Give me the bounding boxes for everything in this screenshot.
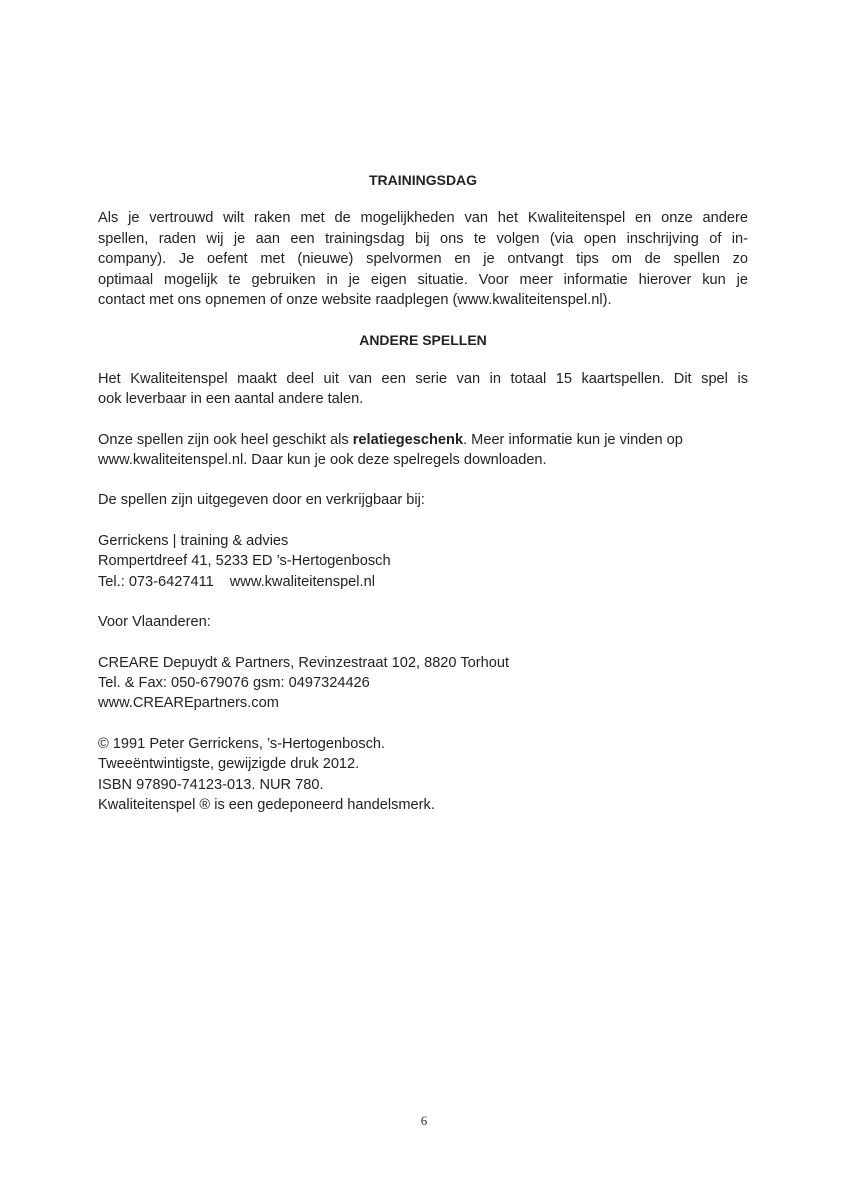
- flanders-phone: Tel. & Fax: 050-679076 gsm: 0497324426: [98, 674, 370, 691]
- text-segment: Onze spellen zijn ook heel geschikt als: [98, 431, 353, 448]
- paragraph-series: [98, 369, 748, 410]
- paragraph-line: [98, 430, 748, 450]
- paragraph-line: ook leverbaar in een aantal andere talen.: [98, 391, 364, 408]
- paragraph-line: company). Je oefent met (nieuwe) spelvormen en je ontvangt tips om de spellen zo: [98, 251, 748, 268]
- colophon-line: Kwaliteitenspel ® is een gedeponeerd handelsmerk.: [98, 796, 435, 813]
- heading-trainingsdag: TRAININGSDAG: [368, 172, 478, 188]
- flanders-label-block: [98, 612, 748, 632]
- flanders-name-address: CREARE Depuydt & Partners, Revinzestraat 102, 8820 Torhout: [98, 654, 510, 671]
- paragraph-line: De spellen zijn uitgegeven door en verkrijgbaar bij:: [98, 492, 425, 509]
- colophon-block: [98, 734, 748, 816]
- flanders-label: Voor Vlaanderen:: [98, 614, 211, 631]
- paragraph-line: contact met ons opnemen of onze website raadplegen (www.kwaliteitenspel.nl).: [98, 292, 612, 309]
- paragraph-line: spellen, raden wij je aan een trainingsdag bij ons te volgen (via open inschrijving of in-: [98, 230, 748, 247]
- paragraph-gift: [98, 430, 748, 471]
- publisher-name: Gerrickens | training & advies: [98, 532, 289, 549]
- paragraph-line: Het Kwaliteitenspel maakt deel uit van een serie van in totaal 15 kaartspellen. Dit spel is: [98, 370, 748, 387]
- paragraph-line: Als je vertrouwd wilt raken met de mogelijkheden van het Kwaliteitenspel en onze andere: [98, 210, 748, 227]
- heading-andere-spellen: ANDERE SPELLEN: [359, 332, 487, 349]
- publisher-address: Rompertdreef 41, 5233 ED ’s-Hertogenbosch: [98, 553, 391, 570]
- page-content: [98, 170, 748, 835]
- publisher-contact-line: [98, 572, 748, 592]
- publisher-website: www.kwaliteitenspel.nl: [229, 573, 375, 590]
- publisher-address-block: [98, 531, 748, 592]
- flanders-website: www.CREAREpartners.com: [98, 695, 279, 712]
- text-segment: . Meer informatie kun je vinden op: [463, 431, 683, 448]
- paragraph-line: optimaal mogelijk te gebruiken in je eigen situatie. Voor meer informatie hierover kun je: [98, 271, 748, 288]
- colophon-line: © 1991 Peter Gerrickens, ’s-Hertogenbosch.: [98, 735, 386, 752]
- colophon-line: Tweeëntwintigste, gewijzigde druk 2012.: [98, 756, 360, 773]
- publisher-phone: Tel.: 073-6427411: [98, 573, 214, 590]
- colophon-line: ISBN 97890-74123-013. NUR 780.: [98, 776, 324, 793]
- paragraph-line: www.kwaliteitenspel.nl. Daar kun je ook deze spelregels downloaden.: [98, 452, 547, 469]
- page-number: 6: [420, 1113, 428, 1128]
- paragraph-publisher-intro: [98, 490, 748, 510]
- bold-term: relatiegeschenk: [352, 431, 464, 448]
- paragraph-training: [98, 208, 748, 310]
- flanders-address-block: [98, 653, 748, 714]
